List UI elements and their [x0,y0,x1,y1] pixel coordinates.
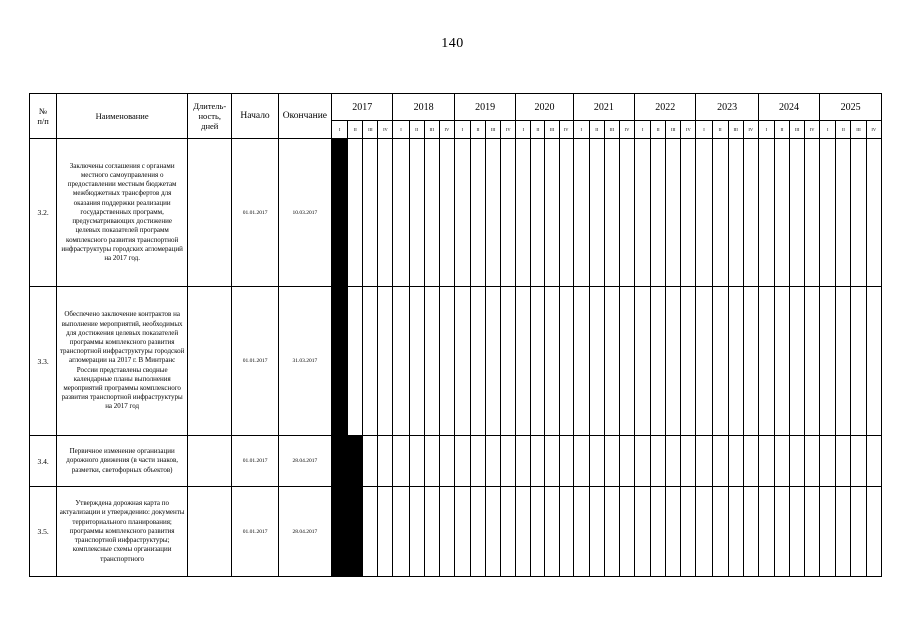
quarter-header: IV [501,121,516,139]
gantt-empty-cell [424,436,439,487]
task-start-date: 01.01.2017 [232,287,278,436]
year-header: 2024 [758,94,819,121]
gantt-empty-cell [651,436,666,487]
gantt-empty-cell [805,139,820,287]
gantt-bar-cell [348,436,363,487]
gantt-empty-cell [454,487,470,577]
gantt-empty-cell [589,139,604,287]
gantt-empty-cell [545,487,559,577]
gantt-empty-cell [501,139,516,287]
gantt-empty-cell [866,436,881,487]
task-name: Первичное изменение организации дорожного движения (в части знаков, разметки, светофорных объектов) [57,436,188,487]
gantt-empty-cell [363,139,378,287]
gantt-empty-cell [409,287,424,436]
quarter-header: III [728,121,743,139]
gantt-empty-cell [774,436,789,487]
gantt-empty-cell [439,139,454,287]
gantt-empty-cell [728,436,743,487]
gantt-empty-cell [604,487,619,577]
gantt-empty-cell [545,436,559,487]
gantt-bar-cell [332,436,348,487]
quarter-header: IV [559,121,573,139]
gantt-empty-cell [696,139,712,287]
gantt-empty-cell [758,487,774,577]
gantt-empty-cell [516,139,531,287]
gantt-empty-cell [820,487,836,577]
gantt-empty-cell [666,139,681,287]
quarter-header: I [393,121,409,139]
gantt-empty-cell [651,287,666,436]
gantt-bar-cell [332,139,348,287]
quarter-header: IV [439,121,454,139]
task-name: Заключены соглашения с органами местного самоуправления о предоставлении местным бюджетам межбюджетных трансфертов для оказания поддержки реализации государственных программ, предусматривающих достижение целевых показателей программ комплексного развития транспортной инфраструктуры городских агломераций на 2017 год. [57,139,188,287]
gantt-empty-cell [393,287,409,436]
task-number: 3.5. [30,487,57,577]
quarter-header: III [666,121,681,139]
gantt-empty-cell [681,487,696,577]
gantt-empty-cell [378,487,393,577]
quarter-header: III [851,121,866,139]
gantt-empty-cell [559,287,573,436]
task-end-date: 10.03.2017 [278,139,331,287]
gantt-empty-cell [516,436,531,487]
gantt-empty-cell [439,436,454,487]
gantt-empty-cell [790,139,805,287]
quarter-header: III [545,121,559,139]
gantt-empty-cell [805,436,820,487]
task-duration [188,287,232,436]
year-header: 2017 [332,94,393,121]
gantt-empty-cell [635,436,651,487]
gantt-empty-cell [486,436,501,487]
quarter-header: II [589,121,604,139]
gantt-empty-cell [454,139,470,287]
gantt-empty-cell [531,287,545,436]
header-num: № п/п [30,94,57,139]
gantt-empty-cell [728,487,743,577]
year-header: 2018 [393,94,454,121]
gantt-empty-cell [635,139,651,287]
gantt-empty-cell [454,436,470,487]
gantt-empty-cell [728,139,743,287]
gantt-empty-cell [409,436,424,487]
quarter-header: III [604,121,619,139]
quarter-header: II [651,121,666,139]
quarter-header: III [486,121,501,139]
gantt-empty-cell [728,287,743,436]
quarter-header: II [774,121,789,139]
year-header: 2023 [696,94,758,121]
quarter-header: IV [743,121,758,139]
gantt-bar-cell [348,487,363,577]
task-start-date: 01.01.2017 [232,487,278,577]
gantt-empty-cell [439,287,454,436]
task-number: 3.4. [30,436,57,487]
gantt-empty-cell [378,139,393,287]
gantt-empty-cell [743,139,758,287]
header-end: Окончание [278,94,331,139]
quarter-header: I [454,121,470,139]
gantt-empty-cell [820,436,836,487]
task-number: 3.3. [30,287,57,436]
gantt-empty-cell [836,287,851,436]
quarter-header: II [836,121,851,139]
gantt-empty-cell [681,436,696,487]
gantt-empty-cell [589,436,604,487]
gantt-empty-cell [559,436,573,487]
gantt-empty-cell [696,487,712,577]
gantt-table [29,93,882,577]
gantt-empty-cell [363,287,378,436]
quarter-header: II [531,121,545,139]
task-start-date: 01.01.2017 [232,139,278,287]
quarter-header: II [409,121,424,139]
gantt-empty-cell [790,487,805,577]
year-header: 2022 [635,94,696,121]
header-duration: Длитель- ность, дней [188,94,232,139]
quarter-header: IV [378,121,393,139]
gantt-bar-cell [332,287,348,436]
task-number: 3.2. [30,139,57,287]
header-start: Начало [232,94,278,139]
gantt-empty-cell [851,436,866,487]
task-name: Обеспечено заключение контрактов на выполнение мероприятий, необходимых для достижения целевых показателей программы комплексного развития транспортной инфраструктуры городской агломерации на 2017 г. В Минтранс России представлены сводные календарные планы выполнения мероприятий программы комплексного развития транспортной инфраструктуры на 2017 год [57,287,188,436]
gantt-empty-cell [424,287,439,436]
gantt-empty-cell [805,287,820,436]
gantt-empty-cell [619,139,634,287]
gantt-empty-cell [470,287,485,436]
gantt-empty-cell [666,487,681,577]
task-duration [188,436,232,487]
task-row [30,287,882,436]
task-end-date: 28.04.2017 [278,487,331,577]
gantt-empty-cell [743,287,758,436]
gantt-empty-cell [348,139,363,287]
gantt-empty-cell [758,287,774,436]
gantt-empty-cell [712,287,728,436]
gantt-empty-cell [866,287,881,436]
gantt-empty-cell [559,139,573,287]
gantt-empty-cell [866,487,881,577]
header-name: Наименование [57,94,188,139]
quarter-header: II [712,121,728,139]
gantt-empty-cell [743,436,758,487]
task-row [30,436,882,487]
gantt-empty-cell [409,487,424,577]
gantt-empty-cell [393,139,409,287]
gantt-empty-cell [589,287,604,436]
quarter-header: I [573,121,589,139]
year-header: 2019 [454,94,515,121]
gantt-empty-cell [635,287,651,436]
year-header: 2025 [820,94,882,121]
gantt-empty-cell [531,487,545,577]
quarter-header: II [348,121,363,139]
gantt-empty-cell [681,287,696,436]
gantt-empty-cell [424,139,439,287]
quarter-header: IV [805,121,820,139]
gantt-empty-cell [712,487,728,577]
gantt-empty-cell [774,287,789,436]
gantt-empty-cell [681,139,696,287]
gantt-empty-cell [486,139,501,287]
gantt-empty-cell [696,436,712,487]
gantt-empty-cell [545,287,559,436]
gantt-empty-cell [501,436,516,487]
gantt-empty-cell [439,487,454,577]
quarter-header: I [758,121,774,139]
gantt-empty-cell [790,436,805,487]
gantt-empty-cell [573,487,589,577]
quarter-header: IV [866,121,881,139]
gantt-empty-cell [501,487,516,577]
quarter-header: I [635,121,651,139]
gantt-empty-cell [486,287,501,436]
gantt-empty-cell [774,139,789,287]
quarter-header: III [363,121,378,139]
gantt-empty-cell [559,487,573,577]
gantt-empty-cell [470,436,485,487]
gantt-empty-cell [604,287,619,436]
gantt-empty-cell [424,487,439,577]
quarter-header: I [820,121,836,139]
gantt-empty-cell [866,139,881,287]
gantt-empty-cell [619,287,634,436]
gantt-empty-cell [851,139,866,287]
gantt-empty-cell [363,436,378,487]
gantt-bar-cell [332,487,348,577]
gantt-empty-cell [758,436,774,487]
gantt-empty-cell [743,487,758,577]
gantt-empty-cell [393,487,409,577]
quarter-header: I [516,121,531,139]
gantt-empty-cell [531,139,545,287]
gantt-empty-cell [470,487,485,577]
gantt-empty-cell [604,139,619,287]
gantt-empty-cell [651,139,666,287]
gantt-empty-cell [501,287,516,436]
gantt-empty-cell [545,139,559,287]
gantt-empty-cell [651,487,666,577]
gantt-empty-cell [666,287,681,436]
gantt-empty-cell [486,487,501,577]
task-duration [188,487,232,577]
gantt-empty-cell [851,287,866,436]
gantt-empty-cell [589,487,604,577]
quarter-header: I [696,121,712,139]
quarter-header: III [424,121,439,139]
quarter-header: IV [681,121,696,139]
gantt-empty-cell [516,287,531,436]
task-row [30,139,882,287]
gantt-empty-cell [758,139,774,287]
year-header: 2021 [573,94,634,121]
gantt-empty-cell [774,487,789,577]
gantt-empty-cell [531,436,545,487]
gantt-empty-cell [378,287,393,436]
gantt-empty-cell [836,139,851,287]
task-name: Утверждена дорожная карта по актуализации и утверждению: документы территориального планирования; программы комплексного развития транспортной инфраструктуры; комплексные схемы организации транспортного [57,487,188,577]
gantt-empty-cell [666,436,681,487]
gantt-empty-cell [573,436,589,487]
gantt-empty-cell [836,436,851,487]
gantt-empty-cell [820,139,836,287]
gantt-empty-cell [348,287,363,436]
gantt-empty-cell [604,436,619,487]
quarter-header: II [470,121,485,139]
quarter-header: I [332,121,348,139]
gantt-empty-cell [851,487,866,577]
gantt-empty-cell [409,139,424,287]
gantt-empty-cell [470,139,485,287]
gantt-empty-cell [696,287,712,436]
gantt-empty-cell [790,287,805,436]
gantt-empty-cell [635,487,651,577]
gantt-empty-cell [573,139,589,287]
year-header: 2020 [516,94,573,121]
gantt-empty-cell [516,487,531,577]
gantt-empty-cell [619,436,634,487]
quarter-header: III [790,121,805,139]
gantt-empty-cell [805,487,820,577]
gantt-empty-cell [836,487,851,577]
gantt-empty-cell [573,287,589,436]
gantt-empty-cell [820,287,836,436]
gantt-empty-cell [619,487,634,577]
task-end-date: 28.04.2017 [278,436,331,487]
gantt-empty-cell [393,436,409,487]
task-end-date: 31.03.2017 [278,287,331,436]
quarter-header: IV [619,121,634,139]
task-duration [188,139,232,287]
gantt-empty-cell [712,436,728,487]
page-number: 140 [441,36,464,51]
gantt-empty-cell [712,139,728,287]
gantt-empty-cell [454,287,470,436]
task-row [30,487,882,577]
gantt-empty-cell [378,436,393,487]
task-start-date: 01.01.2017 [232,436,278,487]
gantt-empty-cell [363,487,378,577]
